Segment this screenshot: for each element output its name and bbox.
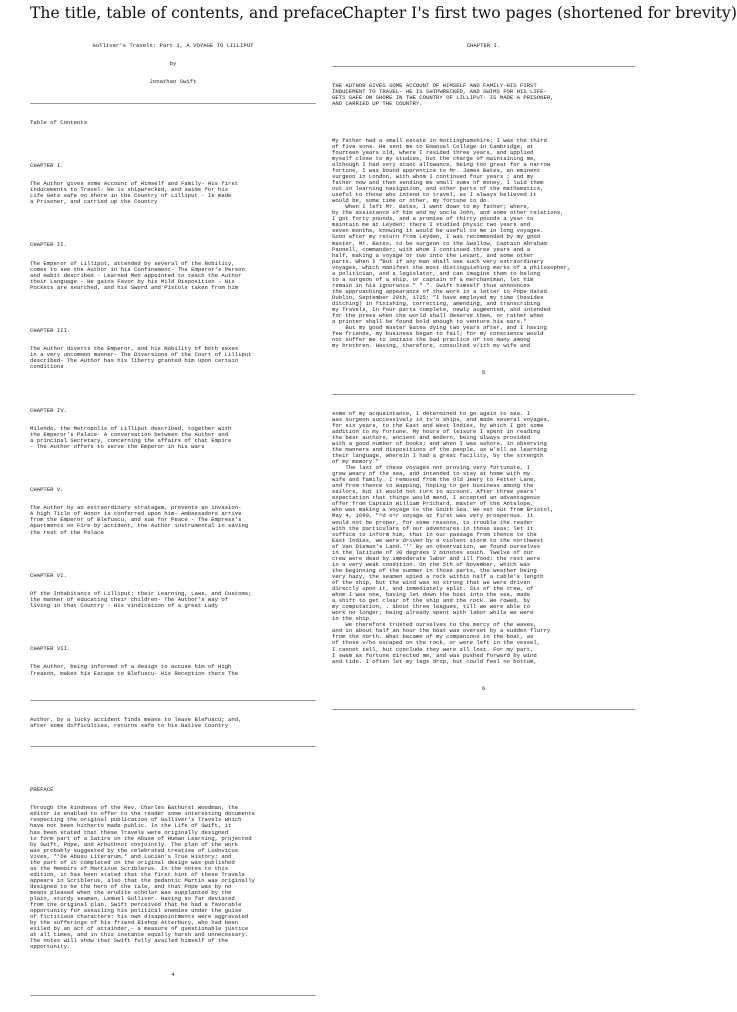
preface-text: Through the kindness of the Rev. Charles Bathurst Woodman, the editor is enabled to offer to the reader some interesting documents respecting the original publication of Gulliver's Travels which have not been hitherto made public. In the Life of Swift, it has been stated that these Travels were originally designed to form part of a Satire on the Abuse of Human Learning, projected by Swift, Pope, and Arbuthnot conjointly. The plan of the work was probably suggested by the celebrated treatise of Ludovicus Vives, *'De Abusu Literarum,* and Lucian's True History; and the part of it completed on the original design was published as the Memoirs of Martinus Scriblerus. In the notes to this edition, it has been stated that the first hint of these Travels appears in Scriblerus, also that the pedantic Martin was originally designed to be the hero of the tale, and that Pope was by no means pleased when the erudite scholar was supplanted by the plain, sturdy seaman, Lemuel Gulliver. Having so far deviated from the original plan. Swift perceived that he had a favorable opportunity for assailing his political enemies under the guise of fictitious characters: his own disappointments were aggravated by the sufferings of his friend Bishop Atterbury, who had been exiled by an act of attainder,- a measure of questionable justice at all times, and in this instance equally harsh and unnecessary. The notes will show that Swift fully availed himself of the opportunity. bbox=[30, 804, 255, 951]
toc-chapter-summary: The Emperor of Lilliput, attended by several of the Nobility, comes to see the Author in his Confinement- The Emperor's Person and Habit described - Learned Men appointed to teach the Author their Language - He gains Favor by his Mild Disposition - His Pockets are searched, and his Sword and Pistols taken from him bbox=[30, 259, 245, 291]
divider bbox=[30, 103, 316, 104]
page-number: 5 bbox=[481, 369, 486, 377]
page-divider bbox=[30, 700, 316, 701]
toc-chapter-heading: CHAPTER V. bbox=[30, 486, 64, 494]
right-column-title: Chapter I's first two pages (shortened for brevity) bbox=[342, 4, 737, 22]
page-divider bbox=[332, 709, 635, 710]
page-number: 4 bbox=[171, 970, 175, 978]
toc-chapter-heading: CHAPTER I. bbox=[30, 161, 64, 169]
toc-chapter-summary: The Author, being informed of a design to accuse him of High Treason, makes his Escape to Blefuscu- His Reception there The bbox=[30, 663, 239, 677]
book-title: Gulliver's Travels: Part 1, A VOYAGE TO LILLIPUT bbox=[92, 42, 254, 50]
toc-chapter-summary: The Author diverts the Emperor, and his Nobility of both sexes in a very uncommon manner- The Diversions of the Court of Lilliput described- The Author has his liberty granted him upon certain conditions bbox=[30, 345, 252, 371]
toc-chapter-summary: Of the Inhabitants of Lilliput; their Learning, Laws, and Customs; the manner of educating their children- The Author's way of living in that Country - His Vindication of a great Lady bbox=[30, 589, 252, 610]
toc-continuation: Author, by a lucky accident finds means to leave Blefuscu; and, after some difficulties, returns safe to his Native Country bbox=[30, 715, 242, 729]
book-by-line: by bbox=[169, 60, 177, 68]
toc-heading: Table of Contents bbox=[30, 118, 88, 126]
chapter-summary: THE AUTHOR GIVES SOME ACCOUNT OF HIMSELF AND FAMILY-HIS FIRST INDUCEMENT TO TRAVEL- HE IS SHIPWRECKED, AND SWIMS FOR HIS LIFE- GETS SAFE ON SHORE IN THE COUNTRY OF LILLIPUT- IS MADE A PRISONER, AND CARRIED UP THE COUNTRY. bbox=[332, 82, 554, 108]
divider bbox=[332, 66, 635, 67]
divider bbox=[30, 746, 316, 747]
toc-chapter-heading: CHAPTER VI. bbox=[30, 571, 67, 579]
chapter-heading: CHAPTER I. bbox=[466, 42, 501, 50]
page-divider bbox=[30, 995, 316, 996]
left-document-body bbox=[30, 31, 316, 1012]
book-author: Jonathan Swift bbox=[149, 78, 197, 86]
toc-chapter-heading: CHAPTER VII. bbox=[30, 645, 71, 653]
right-document-column bbox=[320, 0, 737, 818]
toc-chapter-summary: The Author gives some Account of Himself and Family- His first inducements to Travel- He is shipwrecked, and swims for his Life Gets safe on shore in the Country of Lilliput - Is made a Prisoner, and carried up the Country bbox=[30, 180, 239, 206]
right-document-body bbox=[332, 31, 635, 726]
toc-chapter-summary: The Author by an extraordinary stratagem, prevents an invasion- A high Title of Honor is conferred upon him- Ambassadors arrive from the Emperor of Blefuscu, and sue for Peace - The Empress's Apartments on Fire by accident, the Author instrumental in saving the rest of the Palace bbox=[30, 504, 249, 536]
toc-chapter-heading: CHAPTER IV. bbox=[30, 406, 67, 414]
chapter-text-page-6: some of my acquaintance, I determined to go again to sea. I was surgeon successively in tv'o ships, and made several voyages, for six years, to the East and West Indies, by which I got some addition to my fortune. My hours of leisure I spent in reading the best authors, ancient and modern, being always provided with a good number of books; and when I was ashore, in observing the manners and dispositions of the people, as w'ell as learning their language, wherein I had a great facility, by the strength of my memory." The last of these voyages not proving very fortunate, I grew weary of the sea, and intended to stay at home with my wife and family. I removed from the Old Jewry to Fetter Lane, and from thence to Wapping, hoping to get business among the sailors, but it would not turn to account. After three years' expectation that things would mend, I accepted an advantageous offer from Captain William Prichard, master of the Antelope, who was making a voyage to the South Sea. We set out from Bristol, May 4, 1699, "^d o^r voyage at first was very prosperous. It would not be proper, for some reasons, to trouble the reader with the particulars of our adventures in those seas; let it suffice to inform him, that in our passage from thence to the East Indies, we were driven by a violent storm to the northwest of Van Dieman's Land.''' By an observation, we found ourselves in the latitude of 30 degrees 2 minutes south. Twelve of our crew were dead by immoderate labor and ill food: the rest were in a very weak condition. On the 5th of November, which was the beginning of the summer in those parts, the weather being very hazy, the seamen spied a rock within half a cable's length of the ship, but the wind was so strong that we were driven directly upon it, and immediately split. Six of the crew, of whom I was one, having let down the boat into the sea, made a shift to get clear of the ship and the rock. We rowed, by my computation, . about three leagues, till we were able to work no longer, being already spent with labor while we were in the ship. We therefore trusted ourselves to the mercy of the waves, and in about half an hour the boat was overset by a sudden flurry from the north. What became of my companions in the boat, as of those v/ho escaped on the rock, or were left in the vessel, I cannot tell, but conclude they were all lost. For my part, I swam as fortune directed me, and was pushed forward by wind and tide. I often let my legs drop, but could feel no bottom, bbox=[332, 409, 554, 665]
toc-chapter-heading: CHAPTER II. bbox=[30, 241, 67, 249]
toc-chapter-summary: Milendo, the Metropolis of Lilliput described, together with the Emperor's Palace- A conversation between the Author and a principal Secretary, concerning the affairs of that Empire - The Author offers to serve the Emperor in his wars bbox=[30, 424, 232, 450]
left-column-title: The title, table of contents, and preface. bbox=[30, 4, 348, 22]
page-divider bbox=[332, 394, 635, 395]
page-number: 6 bbox=[481, 684, 486, 692]
left-document-column bbox=[0, 0, 348, 978]
chapter-text-page-5: My father had a small estate in Nottinghamshire; I was the third of five sons. He sent me to Emanuel College in Cambridge, at fourteen years old, where I resided three years, and applied myself close to my studies, but the charge of maintaining me, although I had very scant allowance, being too great for a narrow fortune, I was bound apprentice to Mr. James Bates, an eminent surgeon in London, with whom I continued four years ; and my father now and then sending me small sums of money, I laid them out in learning navigation, and other parts of the mathematics, useful to those who intend to travel, as I always believed it would be, some time or other, my fortune to do. When I left Mr. Bates, I went down to my father; where, by the assistance of him and my uncle John, and some other relations, I got forty pounds, and a promise of thirty pounds a year to maintain me at Leyden; there I studied physic two years and seven months, knowing it would be useful to me in long voyages. Soon after my return from Leyden, I was recommended by my good master, Mr. Bates, to be surgeon to the Swallow, Captain Abraham Pannell, commander; with whom I continued three years and a half, making a voyage or two into the Levant, and some other parts. When I "But if any man shall see such very extraordinary voyages, which manifest the most distinguishing marks of a philosopher, a politician, and a legislator, and can imagine them to belong to a surgeon of a ship, or captain of a merchantman, let him remain in his ignorance." " ". Swift himself thus announces the approaching appearance of the work in a letter to Pope dated Dublin, September 29th, 1725: "I have employed my time (besides ditching) in finishing, correcting, amending, and transcribing my Travels, In four parts complete, newly augmented, and intended for the press when the world shall deserve them, or rather when a printer shall be found bold enough to venture his ears." But my good master Bates dying two years after, and I having few friends, my business began to fail; for my conscience would not suffer me to imitate the bad practice of too many among my brethren. Having, therefore, consulted v/ith my wife and bbox=[332, 136, 571, 350]
toc-chapter-heading: CHAPTER III. bbox=[30, 327, 71, 335]
preface-heading: PREFACE bbox=[30, 786, 54, 794]
